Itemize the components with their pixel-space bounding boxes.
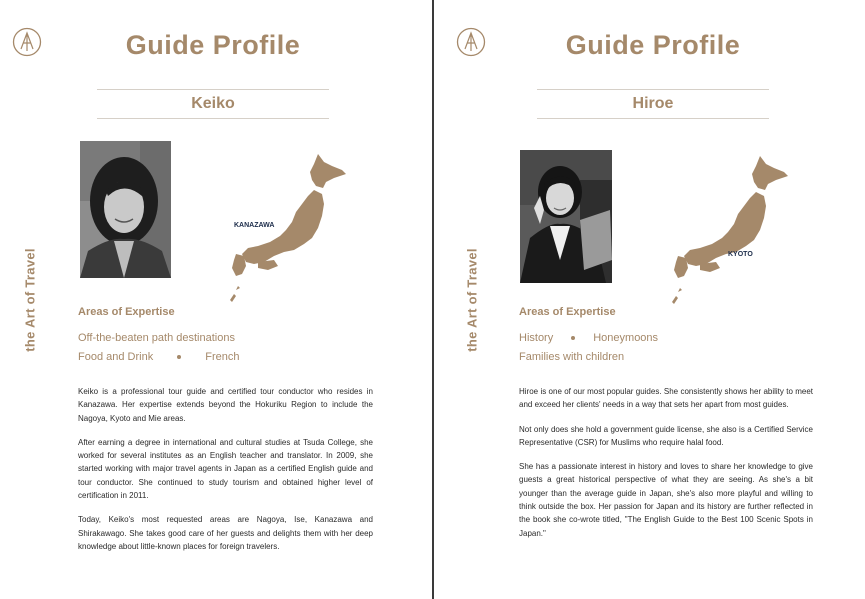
brand-side-text: the Art of Travel (22, 248, 38, 352)
guide-name: Hiroe (537, 89, 769, 119)
guide-bio (78, 385, 373, 564)
city-label-kanazawa: KANAZAWA (234, 222, 275, 229)
japan-map (228, 150, 348, 305)
expertise-item: Families with children (519, 351, 625, 363)
page-title: Guide Profile (125, 30, 301, 60)
bio-paragraph: Today, Keiko's most requested areas are Nagoya, Ise, Kanazawa and Shirakawago. She takes good care of her guests and delights them with her deep knowledge about little-known places for foreign travelers. (78, 515, 373, 551)
guide-name: Keiko (97, 89, 329, 119)
japan-islands-shape (230, 286, 240, 302)
bio-paragraph: Not only does she hold a government guide license, she also is a Certified Service Representative (CSR) for Muslims who require halal food. (519, 424, 813, 447)
japan-map-hiroe (670, 152, 790, 307)
expertise-heading: Areas of Expertise (519, 306, 616, 318)
bio-paragraph: Hiroe is one of our most popular guides. She consistently shows her ability to meet and exceed her clients' needs in a way that sets her apart from most guides. (519, 387, 813, 410)
expertise-item: History (519, 332, 554, 344)
japan-kyushu-shape (232, 254, 246, 276)
guide-page-hiroe (434, 0, 865, 599)
expertise-item: French (205, 351, 240, 363)
expertise-heading: Areas of Expertise (78, 306, 175, 318)
japan-islands-shape (672, 288, 682, 304)
japan-hokkaido-shape (752, 156, 788, 190)
guide-bio (519, 385, 813, 551)
japan-hokkaido-shape (310, 154, 346, 188)
japan-honshu-shape (684, 192, 766, 266)
page-title: Guide Profile (565, 30, 741, 60)
guide-page-keiko (0, 0, 432, 599)
bio-paragraph: After earning a degree in international and cultural studies at Tsuda College, she worked for several institutes as an English teacher and translator. In 2009, she started working with major travel agents in Japan as a certified English guide and tour conductor. She continued to study tourism and obtained higher level of certification in 2011. (78, 437, 373, 501)
bullet-dot-icon (177, 355, 181, 359)
expertise-line (519, 332, 658, 344)
guide-photo-hiroe (520, 150, 612, 283)
expertise-item: Honeymoons (593, 332, 659, 344)
expertise-line (78, 332, 235, 344)
bio-paragraph: She has a passionate interest in history and loves to share her knowledge to give guests a great historical perspective of what they are seeing. As she's a bit younger than the average guide in Japan, she's also more playful and willing to think outside the box. Her passion for Japan and its history are further reflected in the book she co-wrote titled, "The English Guide to the Best 100 Scenic Spots in Japan." (519, 462, 813, 538)
japan-kyushu-shape (674, 256, 688, 278)
city-label-kyoto: KYOTO (728, 251, 753, 258)
expertise-item: Off-the-beaten path destinations (78, 332, 235, 344)
expertise-line (78, 351, 239, 363)
expertise-item: Food and Drink (78, 351, 154, 363)
guide-photo-keiko (80, 141, 171, 278)
brand-side-text: the Art of Travel (464, 248, 480, 352)
brand-logo-icon (12, 27, 42, 57)
expertise-line (519, 351, 624, 363)
brand-logo-icon (456, 27, 486, 57)
bullet-dot-icon (571, 336, 575, 340)
bio-paragraph: Keiko is a professional tour guide and certified tour conductor who resides in Kanazawa. Her expertise extends beyond the Hokuriku Region to include the Nagoya, Kyoto and Mie areas. (78, 387, 373, 423)
